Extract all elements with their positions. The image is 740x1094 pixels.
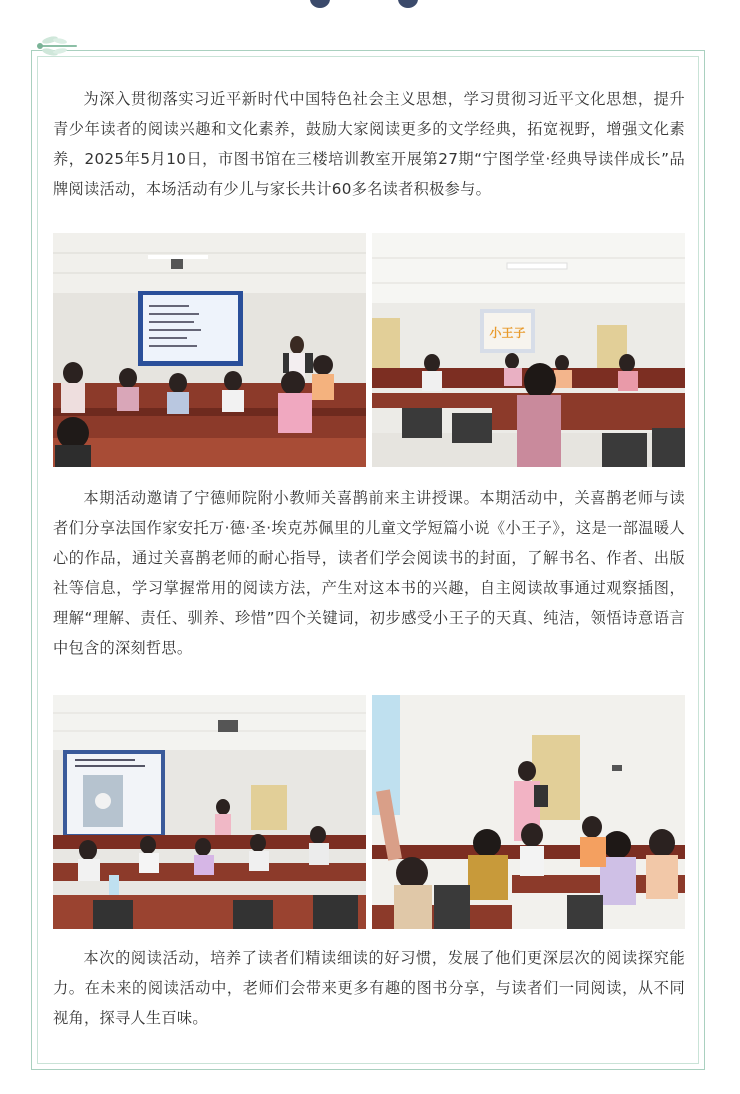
slide-title-text: 小王子	[489, 326, 526, 340]
decor-dot	[310, 0, 330, 8]
photo-classroom-little-prince-slide	[372, 233, 685, 467]
decor-dot	[398, 0, 418, 8]
paragraph-activity-details: 本期活动邀请了宁德师院附小教师关喜鹊前来主讲授课。本期活动中，关喜鹊老师与读者们分享法国作家安托万·德·圣·埃克苏佩里的儿童文学短篇小说《小王子》，这是一部温暖人心的作品，通过关喜鹊老师的耐心指导，读者们学会阅读书的封面，了解书名、作者、出版社等信息，学习掌握常用的阅读方法，产生对这本书的兴趣，自主阅读故事通过观察插图，理解“理解、责任、驯养、珍惜”四个关键词，初步感受小王子的天真、纯洁，领悟诗意语言中包含的深刻哲思。	[53, 489, 685, 657]
paragraph-conclusion: 本次的阅读活动，培养了读者们精读细读的好习惯，发展了他们更深层次的阅读探究能力。在未来的阅读活动中，老师们会带来更多有趣的图书分享，与读者们一同阅读，从不同视角，探寻人生百味。	[53, 949, 685, 1027]
top-decoration	[300, 0, 440, 12]
photo-classroom-raised-hands	[372, 695, 685, 929]
dragonfly-icon	[32, 34, 80, 62]
photo-classroom-book-cover-slide	[53, 695, 366, 929]
paragraph-intro: 为深入贯彻落实习近平新时代中国特色社会主义思想，学习贯彻习近平文化思想，提升青少年读者的阅读兴趣和文化素养，鼓励大家阅读更多的文学经典，拓宽视野，增强文化素养，2025年5月10日，市图书馆在三楼培训教室开展第27期“宁图学堂·经典导读伴成长”品牌阅读活动，本场活动有少儿与家长共计60多名读者积极参与。	[53, 90, 685, 198]
photo-classroom-presentation	[53, 233, 366, 467]
